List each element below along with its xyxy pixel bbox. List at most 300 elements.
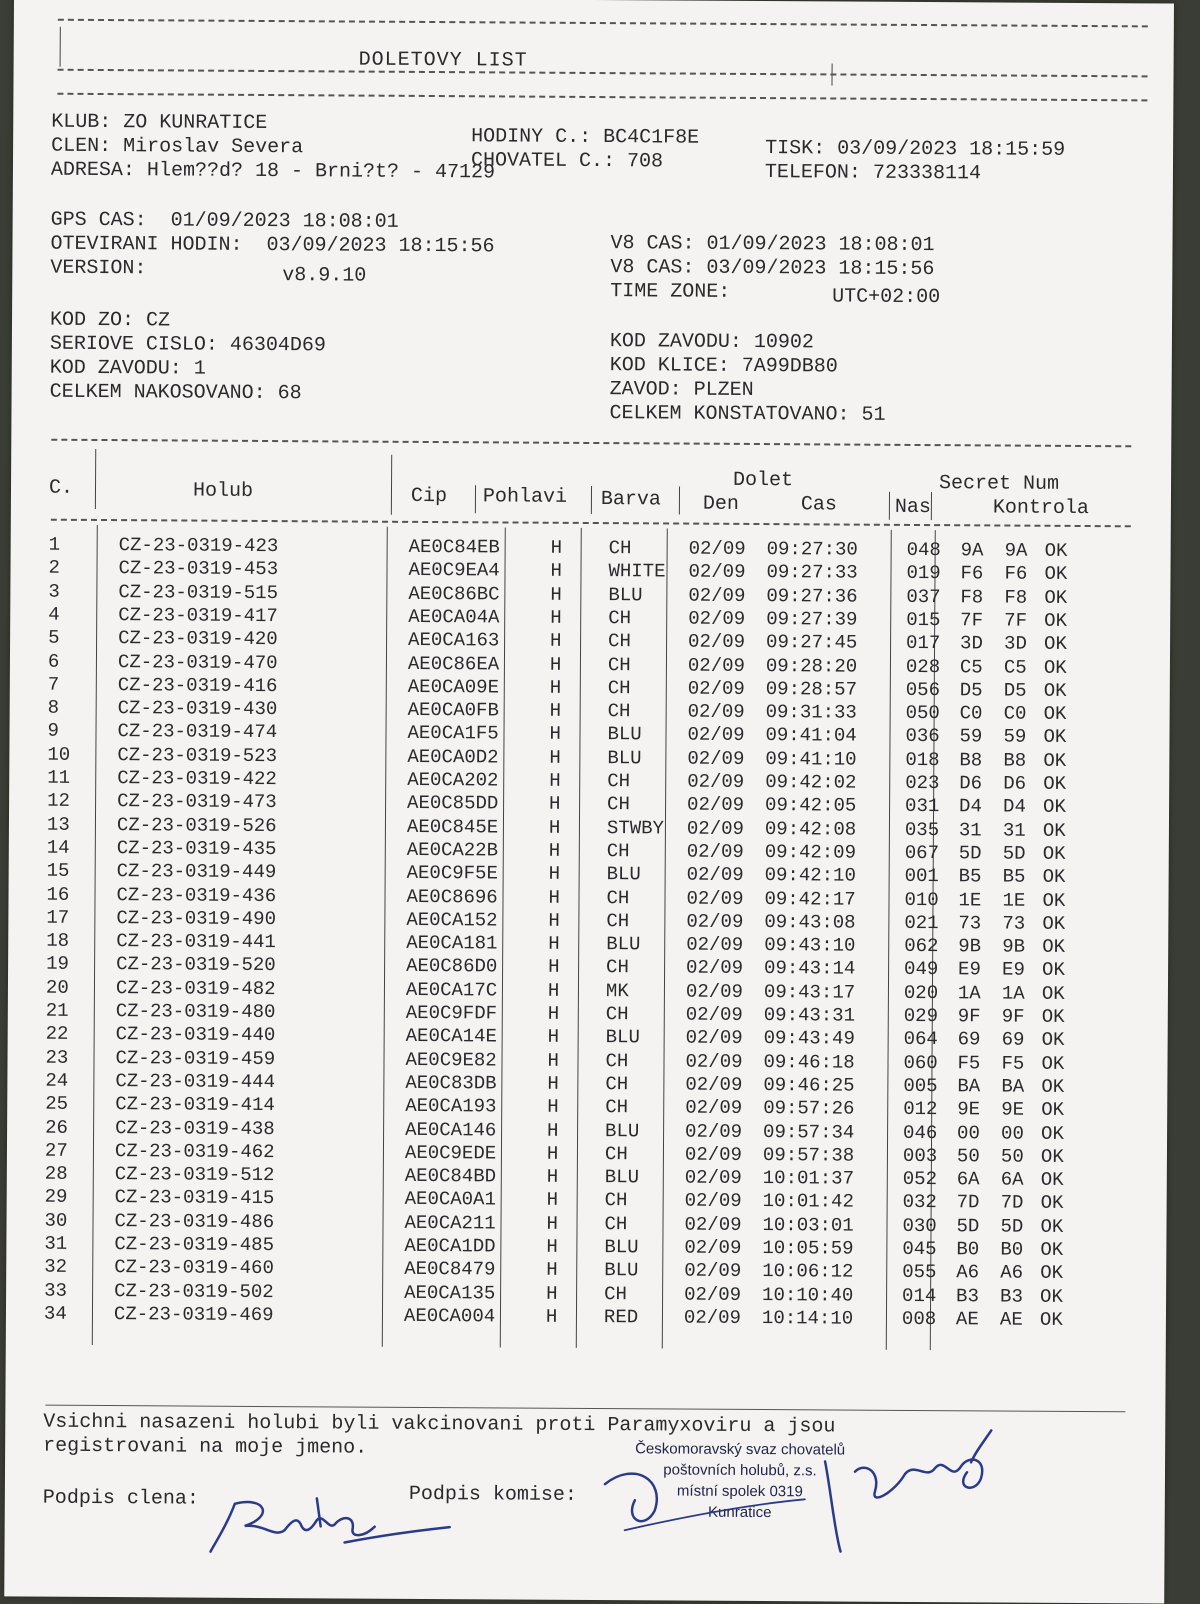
cell-arrival-time: 09:57:26 [763, 1097, 855, 1120]
cell-check-status: OK [1044, 563, 1068, 586]
cell-check-status: OK [1040, 1192, 1064, 1215]
cell-check-status: OK [1044, 632, 1067, 656]
cell-check-status: OK [1042, 935, 1066, 958]
cell-secret-code: E9 [958, 958, 981, 981]
cell-pigeon-ring: CZ-23-0319-526 [116, 813, 277, 837]
cell-secret-check: AE [999, 1308, 1023, 1331]
cell-secret-check: 7D [1000, 1191, 1024, 1215]
cell-color: BLU [606, 933, 641, 956]
cell-secret-code: B8 [959, 748, 983, 772]
col-sep-5 [679, 487, 680, 515]
cell-arrival-time: 09:27:45 [766, 631, 858, 654]
cell-chip-id: AE0C85DD [407, 792, 499, 815]
cell-arrival-time: 09:43:31 [763, 1004, 856, 1027]
cell-arrival-time: 10:03:01 [762, 1213, 854, 1237]
cell-secret-code: 59 [959, 725, 983, 748]
col-sep-4 [591, 486, 592, 514]
cell-arrival-day: 02/09 [686, 956, 744, 980]
cell-chip-id: AE0CA14E [405, 1025, 497, 1048]
cell-chip-id: AE0C8479 [404, 1258, 496, 1281]
cell-row-number: 1 [48, 533, 61, 556]
cell-sex: H [548, 839, 561, 862]
cell-basket-number: 064 [903, 1028, 938, 1051]
cell-basket-number: 045 [902, 1237, 937, 1261]
cell-secret-code: D6 [959, 772, 983, 795]
cell-color: CH [607, 676, 631, 700]
cell-row-number: 16 [46, 883, 70, 906]
cell-basket-number: 048 [906, 538, 941, 562]
cell-row-number: 34 [43, 1302, 67, 1325]
cell-row-number: 21 [45, 999, 69, 1022]
race-report-sheet [4, 0, 1174, 1604]
cell-color: CH [607, 700, 631, 723]
col-header-basket: Nas [894, 495, 931, 520]
cell-chip-id: AE0C86BC [408, 582, 500, 606]
cell-secret-check: B5 [1002, 865, 1026, 888]
cell-color: CH [605, 1072, 629, 1096]
cell-check-status: OK [1042, 842, 1066, 865]
cell-arrival-day: 02/09 [686, 817, 745, 840]
v8-time-start: V8 CAS: 01/09/2023 18:08:01 [610, 232, 935, 258]
cell-arrival-day: 02/09 [684, 1259, 742, 1283]
serial-number: SERIOVE CISLO: 46304D69 [49, 332, 326, 358]
cell-color: MK [605, 979, 629, 1002]
cell-pigeon-ring: CZ-23-0319-453 [118, 557, 279, 581]
cell-row-number: 5 [48, 626, 60, 649]
cell-color: CH [606, 909, 630, 933]
cell-secret-code: C5 [959, 655, 983, 678]
time-zone-value: UTC+02:00 [832, 285, 941, 310]
cell-pigeon-ring: CZ-23-0319-462 [114, 1139, 275, 1163]
table-header-top-rule [51, 439, 1131, 448]
cell-color: CH [607, 770, 631, 793]
cell-check-status: OK [1042, 959, 1065, 982]
cell-sex: H [549, 746, 561, 769]
cell-secret-code: 9B [958, 935, 982, 958]
cell-basket-number: 037 [906, 585, 941, 608]
cell-chip-id: AE0CA1F5 [407, 722, 499, 745]
cell-basket-number: 014 [902, 1284, 937, 1307]
cell-color: CH [607, 793, 630, 816]
cell-row-number: 32 [44, 1255, 68, 1279]
cell-secret-check: 6A [1000, 1168, 1024, 1191]
col-header-sex: Pohlavi [482, 485, 568, 509]
cell-arrival-time: 09:46:18 [763, 1050, 855, 1074]
cell-chip-id: AE0C9EA4 [408, 559, 500, 582]
cell-pigeon-ring: CZ-23-0319-490 [116, 906, 277, 930]
cell-arrival-time: 09:27:36 [766, 584, 858, 608]
cell-row-number: 8 [47, 696, 60, 719]
cell-sex: H [548, 862, 561, 885]
cell-pigeon-ring: CZ-23-0319-520 [116, 953, 276, 977]
cell-secret-code: 6A [956, 1168, 980, 1191]
cell-basket-number: 050 [905, 702, 940, 725]
cell-arrival-day: 02/09 [686, 863, 744, 887]
cell-check-status: OK [1043, 772, 1067, 795]
cell-secret-check: 69 [1001, 1028, 1025, 1051]
cell-row-number: 18 [46, 929, 70, 952]
cell-arrival-day: 02/09 [687, 770, 745, 793]
cell-chip-id: AE0C9F5E [406, 862, 498, 885]
key-code: KOD KLICE: 7A99DB80 [609, 354, 838, 379]
cell-secret-check: 9E [1001, 1098, 1025, 1121]
cell-secret-code: 00 [957, 1121, 980, 1144]
cell-chip-id: AE0CA17C [405, 978, 498, 1002]
cell-sex: H [546, 1235, 558, 1258]
version-value: v8.9.10 [282, 264, 367, 288]
cell-secret-check: D5 [1003, 679, 1027, 702]
cell-pigeon-ring: CZ-23-0319-459 [115, 1046, 276, 1070]
cell-chip-id: AE0CA135 [404, 1281, 496, 1305]
cell-secret-check: 00 [1001, 1122, 1024, 1145]
cell-sex: H [546, 1282, 558, 1305]
cell-pigeon-ring: CZ-23-0319-512 [114, 1163, 275, 1187]
cell-chip-id: AE0CA146 [405, 1118, 497, 1141]
cell-arrival-day: 02/09 [685, 980, 744, 1003]
cell-sex: H [547, 1049, 559, 1072]
cell-pigeon-ring: CZ-23-0319-485 [114, 1233, 275, 1257]
cell-arrival-time: 09:27:39 [766, 607, 858, 631]
cell-sex: H [548, 956, 560, 979]
cell-color: CH [605, 1003, 629, 1026]
vaccination-note-line-1: Vsichni nasazeni holubi byli vakcinovani proti Paramyxoviru a jsou [43, 1410, 836, 1439]
cell-secret-code: 9F [957, 1005, 981, 1028]
cell-arrival-time: 09:42:10 [764, 864, 856, 887]
cell-sex: H [549, 793, 561, 816]
col-header-arrival: Dolet [732, 468, 794, 493]
cell-sex: H [547, 1072, 559, 1095]
header-separator-rule [57, 93, 1147, 102]
cell-basket-number: 031 [905, 795, 940, 818]
cell-color: CH [604, 1142, 628, 1166]
cell-chip-id: AE0C9EDE [404, 1141, 497, 1165]
stamp-line-4: Kunratice [708, 1503, 772, 1522]
cell-arrival-day: 02/09 [687, 723, 745, 747]
cell-secret-code: 1A [957, 981, 981, 1005]
total-clocked: CELKEM KONSTATOVANO: 51 [609, 402, 886, 427]
cell-pigeon-ring: CZ-23-0319-449 [116, 860, 277, 884]
cell-secret-check: F5 [1001, 1052, 1025, 1075]
cell-sex: H [550, 536, 563, 559]
cell-check-status: OK [1042, 819, 1066, 842]
cell-basket-number: 055 [902, 1261, 937, 1284]
cell-pigeon-ring: CZ-23-0319-480 [115, 1000, 276, 1024]
cell-check-status: OK [1040, 1215, 1064, 1238]
cell-secret-code: F6 [960, 562, 984, 585]
cell-row-number: 29 [44, 1186, 68, 1209]
cell-chip-id: AE0CA1DD [404, 1234, 496, 1258]
cell-check-status: OK [1040, 1238, 1064, 1261]
cell-arrival-time: 10:14:10 [761, 1306, 854, 1330]
cell-secret-check: 9A [1004, 539, 1028, 562]
cell-row-number: 10 [47, 743, 71, 766]
cell-check-status: OK [1039, 1308, 1063, 1331]
cell-secret-code: B3 [956, 1284, 979, 1307]
cell-chip-id: AE0C84BD [404, 1164, 497, 1188]
cell-row-number: 26 [45, 1116, 68, 1139]
cell-check-status: OK [1043, 796, 1066, 819]
col-sep-1 [95, 449, 96, 509]
cell-arrival-time: 10:05:59 [762, 1237, 854, 1260]
cell-basket-number: 067 [904, 841, 940, 865]
print-timestamp: TISK: 03/09/2023 18:15:59 [765, 137, 1066, 162]
cell-check-status: OK [1041, 1005, 1065, 1028]
cell-sex: H [548, 932, 560, 955]
cell-chip-id: AE0CA22B [406, 838, 499, 862]
cell-pigeon-ring: CZ-23-0319-460 [114, 1256, 274, 1280]
cell-pigeon-ring: CZ-23-0319-441 [116, 930, 276, 954]
cell-check-status: OK [1044, 539, 1068, 562]
cell-sex: H [547, 1119, 559, 1142]
cell-chip-id: AE0CA0FB [407, 698, 499, 722]
vaccination-note-line-2: registrovani na moje jmeno. [43, 1434, 368, 1460]
cell-arrival-day: 02/09 [684, 1143, 743, 1166]
cell-color: CH [608, 606, 632, 630]
cell-arrival-time: 09:28:20 [765, 654, 858, 678]
cell-secret-check: E9 [1002, 958, 1025, 982]
cell-chip-id: AE0CA0A1 [404, 1188, 496, 1211]
cell-pigeon-ring: CZ-23-0319-436 [116, 883, 277, 907]
race-name: ZAVOD: PLZEN [609, 378, 754, 402]
cell-secret-code: 69 [957, 1028, 981, 1051]
cell-color: BLU [608, 583, 643, 606]
cell-basket-number: 056 [905, 678, 941, 701]
cell-chip-id: AE0C86D0 [406, 955, 498, 978]
cell-color: CH [608, 537, 632, 560]
cell-arrival-day: 02/09 [684, 1166, 742, 1190]
cell-color: CH [604, 1282, 627, 1305]
cell-chip-id: AE0CA09E [407, 675, 500, 699]
document-title: DOLETOVY LIST [358, 48, 528, 73]
cell-arrival-day: 02/09 [687, 677, 745, 700]
cell-arrival-time: 09:43:49 [763, 1027, 855, 1050]
cell-sex: H [547, 979, 560, 1002]
cell-secret-code: F5 [957, 1051, 981, 1074]
member-signature [204, 1486, 454, 1558]
col-header-secret: Secret Num [938, 472, 1060, 496]
cell-basket-number: 036 [905, 725, 940, 748]
race-code-right: KOD ZAVODU: 10902 [609, 330, 815, 355]
cell-pigeon-ring: CZ-23-0319-474 [117, 720, 278, 744]
cell-color: CH [604, 1189, 628, 1212]
cell-basket-number: 020 [903, 981, 939, 1004]
cell-arrival-day: 02/09 [685, 1073, 743, 1096]
cell-check-status: OK [1040, 1168, 1064, 1191]
cell-sex: H [549, 723, 561, 746]
cell-secret-check: B0 [1000, 1238, 1024, 1261]
cell-check-status: OK [1044, 609, 1068, 632]
col-header-time: Cas [800, 493, 838, 517]
cell-arrival-day: 02/09 [684, 1213, 742, 1236]
cell-secret-check: C5 [1003, 656, 1027, 679]
cell-row-number: 14 [46, 836, 70, 859]
cell-basket-number: 035 [904, 818, 940, 841]
cell-sex: H [550, 560, 562, 583]
cell-arrival-time: 10:01:37 [762, 1167, 855, 1190]
cell-pigeon-ring: CZ-23-0319-469 [113, 1302, 274, 1326]
cell-secret-code: F8 [960, 585, 984, 608]
member-signature-label: Podpis clena: [42, 1486, 199, 1511]
cell-sex: H [547, 1095, 559, 1118]
cell-sex: H [548, 886, 560, 909]
cell-sex: H [546, 1189, 559, 1212]
cell-row-number: 27 [44, 1139, 68, 1162]
cell-secret-code: 7F [960, 609, 984, 632]
cell-row-number: 33 [44, 1279, 67, 1302]
cell-check-status: OK [1042, 865, 1066, 889]
cell-arrival-time: 09:41:10 [765, 747, 857, 771]
cell-chip-id: AE0CA193 [405, 1095, 497, 1118]
cell-arrival-time: 09:43:14 [764, 957, 856, 981]
cell-arrival-day: 02/09 [686, 887, 744, 910]
cell-arrival-time: 09:43:10 [764, 934, 856, 957]
cell-secret-check: D6 [1003, 772, 1027, 795]
cell-sex: H [550, 606, 562, 629]
cell-pigeon-ring: CZ-23-0319-423 [118, 534, 279, 558]
cell-chip-id: AE0C9FDF [405, 1001, 498, 1025]
cell-sex: H [550, 583, 562, 606]
cell-chip-id: AE0CA181 [406, 931, 498, 955]
cell-arrival-day: 02/09 [687, 747, 745, 770]
cell-basket-number: 015 [906, 608, 941, 632]
cell-row-number: 25 [45, 1092, 69, 1115]
cell-sex: H [549, 676, 562, 699]
cell-arrival-day: 02/09 [685, 1026, 743, 1050]
cell-pigeon-ring: CZ-23-0319-422 [117, 767, 277, 791]
cell-secret-code: D5 [959, 679, 983, 702]
cell-basket-number: 060 [903, 1051, 938, 1074]
col-header-check: Kontrola [992, 496, 1089, 521]
cell-basket-number: 001 [904, 865, 939, 888]
version-label: VERSION: [50, 256, 147, 281]
cell-secret-check: 50 [1000, 1145, 1024, 1168]
cell-arrival-day: 02/09 [686, 910, 744, 933]
commission-signature [594, 1420, 1015, 1563]
cell-row-number: 23 [45, 1046, 69, 1069]
cell-secret-code: A6 [956, 1261, 980, 1284]
cell-sex: H [546, 1165, 559, 1188]
cell-chip-id: AE0CA0D2 [407, 745, 499, 769]
cell-arrival-time: 10:06:12 [762, 1260, 854, 1283]
cell-color: BLU [605, 1026, 640, 1049]
cell-arrival-time: 10:10:40 [762, 1283, 854, 1307]
cell-pigeon-ring: CZ-23-0319-430 [117, 697, 278, 721]
cell-secret-check: 7F [1004, 609, 1028, 632]
cell-basket-number: 012 [903, 1098, 938, 1121]
cell-row-number: 19 [46, 953, 69, 976]
cell-chip-id: AE0CA004 [403, 1304, 496, 1328]
stamp-line-1: Českomoravský svaz chovatelů [635, 1440, 846, 1459]
cell-pigeon-ring: CZ-23-0319-415 [114, 1186, 275, 1210]
cell-sex: H [550, 629, 562, 653]
stamp-line-2: poštovních holubů, z.s. [663, 1461, 817, 1480]
cell-color: BLU [604, 1259, 639, 1282]
cell-color: BLU [607, 746, 642, 769]
cell-secret-check: 31 [1002, 819, 1026, 842]
cell-pigeon-ring: CZ-23-0319-523 [117, 743, 278, 767]
cell-basket-number: 049 [904, 958, 939, 981]
cell-basket-number: 005 [903, 1074, 938, 1098]
cell-sex: H [548, 816, 561, 839]
cell-arrival-time: 10:01:42 [762, 1190, 854, 1214]
cell-secret-check: 73 [1002, 912, 1026, 935]
cell-arrival-day: 02/09 [683, 1306, 742, 1329]
cell-row-number: 3 [48, 580, 60, 603]
cell-secret-check: 9F [1001, 1005, 1025, 1028]
cell-color: CH [605, 1096, 629, 1119]
cell-arrival-time: 09:57:34 [763, 1120, 855, 1144]
cell-color: CH [607, 653, 631, 676]
cell-check-status: OK [1043, 702, 1067, 725]
cell-sex: H [546, 1142, 559, 1165]
table-header-bottom-rule [51, 519, 1131, 528]
clock-open-time: OTEVIRANI HODIN: 03/09/2023 18:15:56 [50, 232, 495, 259]
cell-arrival-time: 09:27:30 [766, 538, 858, 561]
cell-check-status: OK [1041, 1029, 1065, 1052]
cell-arrival-time: 09:42:08 [764, 817, 857, 841]
cell-secret-code: 5D [958, 842, 982, 865]
cell-secret-check: F6 [1004, 562, 1028, 585]
cell-color: CH [606, 839, 630, 863]
col-sep-3 [475, 485, 476, 513]
cell-check-status: OK [1041, 982, 1065, 1005]
cell-arrival-day: 02/09 [688, 607, 746, 630]
cell-basket-number: 062 [904, 935, 939, 958]
cell-arrival-time: 09:42:09 [764, 840, 857, 864]
table-row [44, 1302, 1114, 1333]
stamp-line-3: místní spolek 0319 [676, 1482, 803, 1501]
cell-color: BLU [606, 863, 641, 886]
cell-arrival-time: 09:27:33 [766, 561, 858, 584]
cell-secret-code: 3D [960, 632, 983, 655]
cell-sex: H [546, 1259, 558, 1282]
cell-secret-code: BA [957, 1075, 981, 1098]
cell-arrival-day: 02/09 [688, 584, 746, 607]
cell-arrival-time: 09:42:17 [764, 887, 856, 911]
cell-basket-number: 021 [904, 911, 939, 934]
cell-arrival-time: 09:42:02 [765, 771, 857, 794]
cell-basket-number: 003 [902, 1144, 938, 1167]
cell-arrival-time: 09:28:57 [765, 677, 858, 701]
col-sep-7 [931, 492, 932, 520]
cell-color: BLU [604, 1166, 640, 1189]
cell-secret-check: 5D [1002, 842, 1026, 865]
cell-color: CH [608, 630, 631, 653]
cell-secret-check: A6 [1000, 1261, 1024, 1284]
cell-secret-code: 9A [960, 539, 984, 562]
cell-secret-check: C0 [1003, 702, 1027, 725]
cell-arrival-day: 02/09 [688, 537, 746, 560]
cell-pigeon-ring: CZ-23-0319-470 [117, 650, 278, 674]
cell-arrival-time: 09:46:25 [763, 1073, 855, 1097]
cell-secret-code: 73 [958, 912, 982, 935]
cell-color: BLU [607, 723, 642, 746]
cell-check-status: OK [1042, 912, 1066, 935]
cell-chip-id: AE0C845E [406, 815, 499, 839]
cell-row-number: 31 [44, 1232, 68, 1255]
cell-chip-id: AE0CA211 [404, 1211, 496, 1235]
cell-check-status: OK [1042, 889, 1066, 912]
cell-secret-check: B8 [1003, 749, 1027, 772]
cell-row-number: 7 [47, 673, 60, 696]
cell-basket-number: 008 [901, 1307, 937, 1331]
cell-check-status: OK [1040, 1145, 1064, 1168]
cell-arrival-day: 02/09 [684, 1236, 742, 1259]
phone-number: TELEFON: 723338114 [764, 161, 982, 186]
cell-sex: H [548, 909, 560, 932]
cell-secret-code: B0 [956, 1238, 980, 1261]
cell-check-status: OK [1044, 586, 1068, 609]
